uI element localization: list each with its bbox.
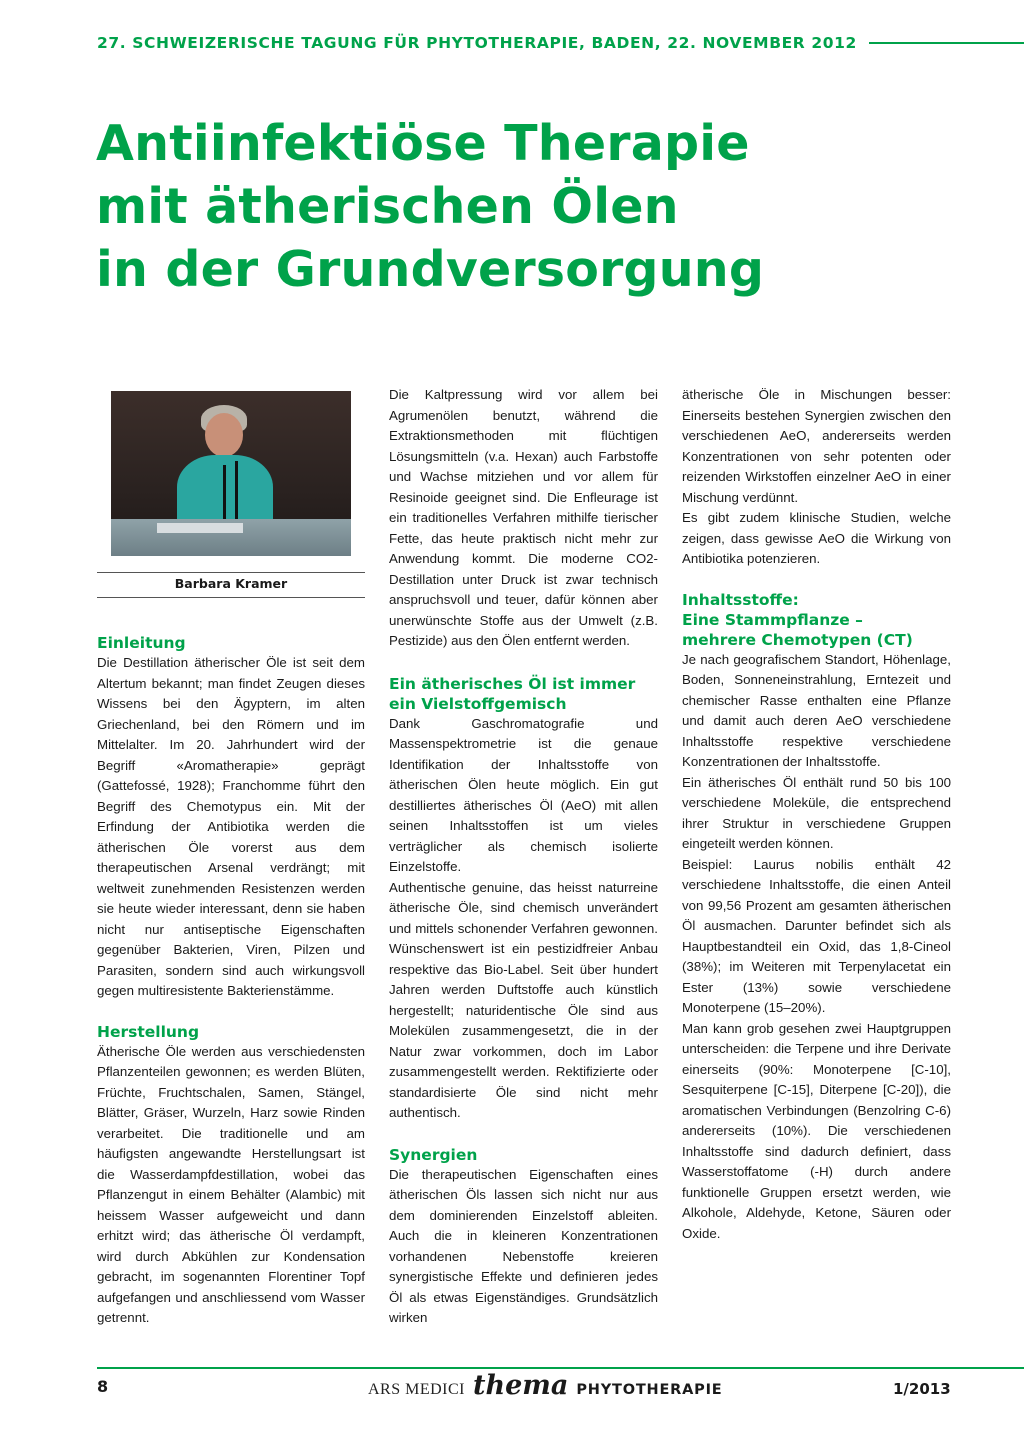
title-line-3: in der Grundversorgung bbox=[96, 241, 765, 298]
paragraph-vielstoff-2: Authentische genuine, das heisst naturreine ätherische Öle, sind chemisch unverändert und mittels schonender Verfahren gewonnen. Wünschenswert ist ein pestizidfreier Anbau respektive das Bio-Label. Seit über hundert Jahren werden Duftstoffe auch künstlich hergestellt; naturidentische Öle sind aus Molekülen zusammengesetzt, die in der Natur zwar vorkommen, doch im Labor zusammengestellt werden. Rektifizierte oder standardisierte Öle sind nicht mehr authentisch. bbox=[389, 879, 658, 1120]
caption-rule-bottom bbox=[97, 597, 365, 598]
paragraph-inhaltsstoffe-4: Man kann grob gesehen zwei Hauptgruppen unterscheiden: die Terpene und ihre Derivate einerseits (90%: Monoterpene [C-10], Sesquiterpene [C-15], Diterpene [C-20]), die aromatischen Verbindungen (Benzolring C-6) andererseits (10%). Die verschiedenen Inhaltsstoffe sind dadurch definiert, dass Wasserstoffatome (-H) durch andere funktionelle Gruppen ersetzt werden, wie Alkohole, Aldehyde, Ketone, Säuren oder Oxide. bbox=[682, 1020, 951, 1241]
section-heading-synergien: Synergien bbox=[389, 1145, 478, 1164]
paragraph-synergien-cont: ätherische Öle in Mischungen besser: Einerseits bestehen Synergien zwischen den verschiedenen AeO, andererseits werden Konzentrationen von sehr potenten oder reizenden Wirkstoffen einzelner AeO in einer Mischung verdünnt. bbox=[682, 387, 951, 505]
paragraph-inhaltsstoffe-1: Je nach geografischem Standort, Höhenlage, Boden, Sonneneinstrahlung, Erntezeit und chemischer Rasse enthalten eine Pflanze und damit auch deren AeO verschiedene Inhaltsstoffe respektive verschiedene Konzentrationen der Inhaltsstoffe. bbox=[682, 651, 951, 769]
section-heading-inhaltsstoffe-line3: mehrere Chemotypen (CT) bbox=[682, 630, 913, 649]
paragraph-synergien: Die therapeutischen Eigenschaften eines ätherischen Öls lassen sich nicht nur aus dem dominierenden Einzelstoff ableiten. Auch die in kleineren Konzentrationen vorhandenen Nebenstoffe kreieren synergistische Effekte und definieren jedes Öl als etwas Eigenständiges. Grundsätzlich wirken bbox=[389, 1166, 658, 1325]
section-heading-einleitung: Einleitung bbox=[97, 634, 186, 652]
header-rule bbox=[869, 42, 1024, 44]
section-heading-herstellung: Herstellung bbox=[97, 1022, 200, 1041]
section-heading-vielstoff-line2: ein Vielstoffgemisch bbox=[389, 694, 567, 713]
paragraph-inhaltsstoffe-2: Ein ätherisches Öl enthält rund 50 bis 100 verschiedene Moleküle, die entsprechend ihrer Struktur in verschiedene Gruppen eingeteilt werden können. bbox=[682, 774, 951, 851]
conference-title: 27. SCHWEIZERISCHE TAGUNG FÜR PHYTOTHERAPIE, BADEN, 22. NOVEMBER 2012 bbox=[97, 34, 857, 52]
paragraph-inhaltsstoffe-3: Beispiel: Laurus nobilis enthält 42 verschiedene Inhaltsstoffe, die einen Anteil von 99,56 Prozent am gesamten ätherischen Öl ausmachen. Darunter befindet sich als Hauptbestandteil ein Oxid, das 1,8-Cineol (38%); im Weiteren mit Terpenylacetat ein Ester (13%) sowie verschiedene Monoterpene (15–20%). bbox=[682, 856, 951, 1015]
paragraph-synergien-studies: Es gibt zudem klinische Studien, welche zeigen, dass gewisse AeO die Wirkung von Antibiotika potenzieren. bbox=[682, 510, 951, 566]
author-photo bbox=[111, 391, 351, 556]
brand-ars-medici: ARS MEDICI bbox=[368, 1381, 466, 1398]
article-title bbox=[96, 112, 916, 301]
column-1 bbox=[97, 385, 365, 1329]
title-line-1: Antiinfektiöse Therapie bbox=[96, 115, 750, 172]
brand-thema: thema bbox=[473, 1370, 569, 1401]
author-figure bbox=[97, 391, 365, 598]
issue-number: 1/2013 bbox=[893, 1380, 951, 1398]
section-heading-inhaltsstoffe-line1: Inhaltsstoffe: bbox=[682, 590, 799, 609]
section-heading-inhaltsstoffe bbox=[682, 590, 951, 650]
brand-section: PHYTOTHERAPIE bbox=[576, 1382, 723, 1398]
section-heading-inhaltsstoffe-line2: Eine Stammpflanze – bbox=[682, 610, 863, 629]
title-line-2: mit ätherischen Ölen bbox=[96, 178, 679, 235]
section-heading-vielstoff bbox=[389, 674, 658, 714]
page-number: 8 bbox=[97, 1377, 109, 1396]
paragraph-herstellung: Ätherische Öle werden aus verschiedensten Pflanzenteilen gewonnen; es werden Blüten, Früchte, Fruchtschalen, Samen, Stängel, Blätter, Gräser, Wurzeln, Harz sowie Rinden verarbeitet. Die traditionelle und am häufigsten angewandte Herstellungsart ist die Wasserdampfdestillation, wobei das Pflanzengut in einem Behälter (Alambic) mit heissem Wasser aufgeweicht und dann erhitzt wird; das ätherische Öl verdampft, wird durch Abkühlen zur Kondensation gebracht, im sogenannten Florentiner Topf aufgefangen und anschliessend vom Wasser getrennt. bbox=[97, 1043, 365, 1325]
running-header bbox=[97, 34, 997, 52]
paragraph-vielstoff-1: Dank Gaschromatografie und Massenspektrometrie ist die genaue Identifikation der Inhaltsstoffe von ätherischen Ölen heute möglich. Ein gut destilliertes ätherisches Öl (AeO) mit allen seinen Inhaltsstoffen ist um vieles verträglicher als chemisch isolierte Einzelstoffe. bbox=[389, 715, 658, 874]
photo-caption: Barbara Kramer bbox=[174, 576, 288, 591]
footer-rule bbox=[97, 1367, 1024, 1369]
column-2 bbox=[389, 385, 658, 1329]
footer-brand bbox=[368, 1372, 722, 1399]
paragraph-einleitung: Die Destillation ätherischer Öle ist seit dem Altertum bekannt; man findet Zeugen dieses Wissens bei den Ägyptern, im alten Griechenland, bei den Römern und im Mittelalter. Im 20. Jahrhundert wird der Begriff «Aromatherapie» geprägt (Gattefossé, 1928); Franchomme führt den Begriff des Chemotypus ein. Mit der Erfindung der Antibiotika werden die ätherischen Öle vorerst aus dem therapeutischen Arsenal verdrängt; mit weltweit zunehmenden Resistenzen werden sie heute wieder interessant, denn sie haben nicht nur antiseptische Eigenschaften gegenüber Bakterien, Viren, Pilzen und Parasiten, sondern sind auch wirkungsvoll gegen multiresistente Bakterienstämme. bbox=[97, 655, 365, 998]
section-heading-vielstoff-line1: Ein ätherisches Öl ist immer bbox=[389, 674, 636, 693]
paragraph-kaltpressung: Die Kaltpressung wird vor allem bei Agrumenölen benutzt, während die Extraktionsmethoden mit flüchtigen Lösungsmitteln (v.a. Hexan) auch Farbstoffe und Wachse mitziehen und vor allem für Resinoide geeignet sind. Die Enfleurage ist ein traditionelles Verfahren mithilfe tierischer Fette, das heute praktisch nicht mehr zur Anwendung kommt. Die moderne CO2-Destillation unter Druck ist zwar technisch anspruchsvoll und teuer, dafür können aber unerwünschte Stoffe aus der Umwelt (z.B. Pestizide) aus den Ölen entfernt werden. bbox=[389, 387, 658, 648]
column-3 bbox=[682, 385, 951, 1244]
